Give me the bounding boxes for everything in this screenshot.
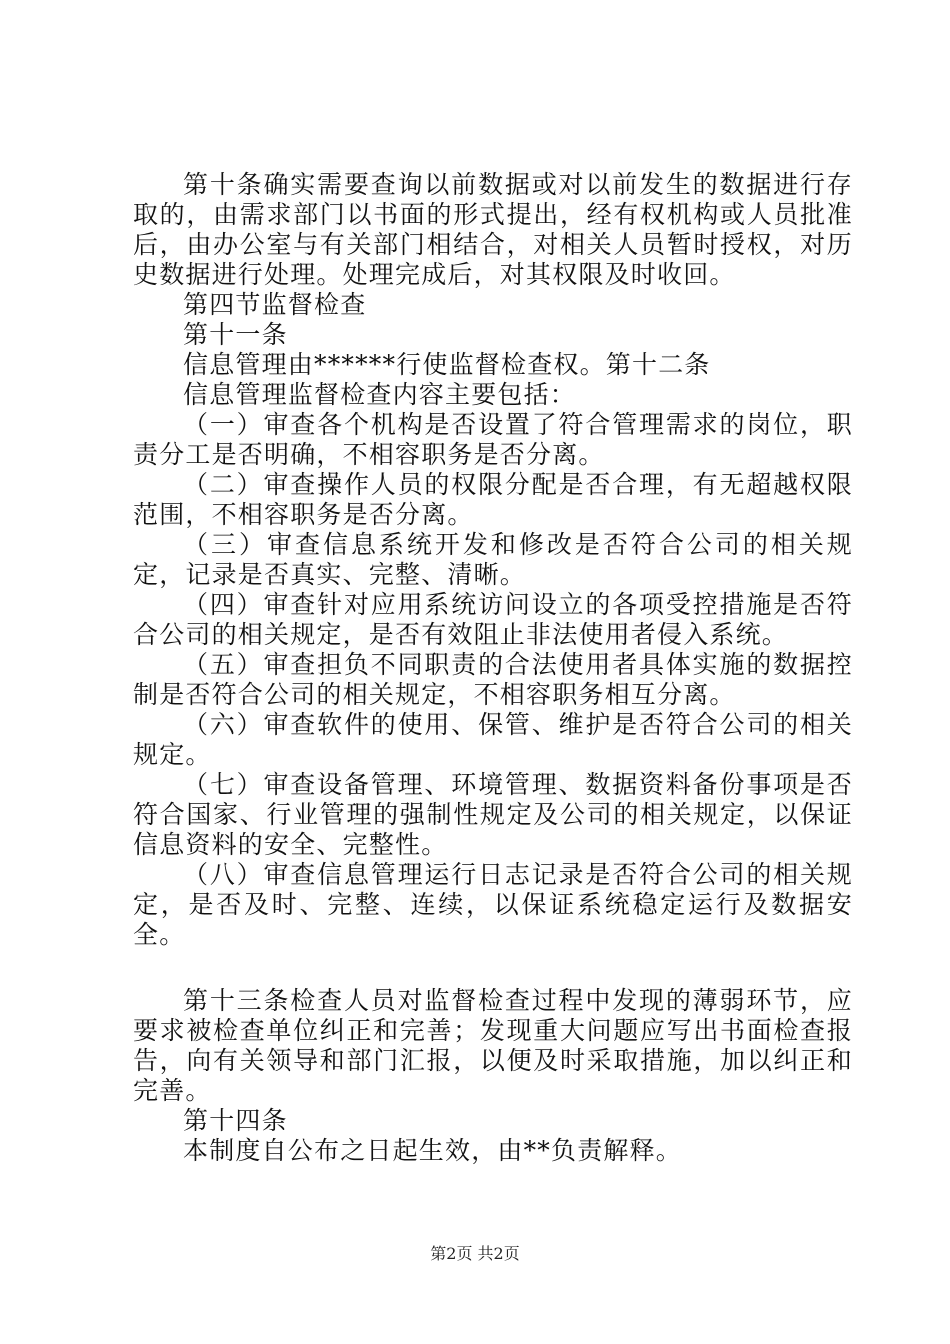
list-item-7: （七）审查设备管理、环境管理、数据资料备份事项是否符合国家、行业管理的强制性规定及公司的相关规定，以保证信息资料的安全、完整性。 [133, 770, 853, 859]
page-number-footer: 第2页 共2页 [430, 1244, 520, 1263]
list-item-6: （六）审查软件的使用、保管、维护是否符合公司的相关规定。 [133, 710, 853, 769]
article-11-heading: 第十一条 [183, 320, 288, 349]
paragraph-inspection-intro: 信息管理监督检查内容主要包括： [183, 380, 577, 409]
paragraph-article-10: 第十条确实需要查询以前数据或对以前发生的数据进行存取的，由需求部门以书面的形式提出，经有权机构或人员批准后，由办公室与有关部门相结合，对相关人员暂时授权，对历史数据进行处理。处理完成后，对其权限及时收回。 [133, 170, 853, 289]
list-item-2: （二）审查操作人员的权限分配是否合理，有无超越权限范围，不相容职务是否分离。 [133, 470, 853, 529]
paragraph-article-11: 信息管理由******行使监督检查权。第十二条 [183, 350, 711, 379]
paragraph-article-13: 第十三条检查人员对监督检查过程中发现的薄弱环节，应要求被检查单位纠正和完善；发现重大问题应写出书面检查报告，向有关领导和部门汇报，以便及时采取措施，加以纠正和完善。 [133, 986, 853, 1105]
list-item-5: （五）审查担负不同职责的合法使用者具体实施的数据控制是否符合公司的相关规定，不相容职务相互分离。 [133, 650, 853, 709]
section-heading: 第四节监督检查 [183, 290, 367, 319]
list-item-8: （八）审查信息管理运行日志记录是否符合公司的相关规定，是否及时、完整、连续，以保证系统稳定运行及数据安全。 [133, 860, 853, 949]
paragraph-gap [133, 950, 853, 986]
list-item-3: （三）审查信息系统开发和修改是否符合公司的相关规定，记录是否真实、完整、清晰。 [133, 530, 853, 589]
paragraph-article-14: 本制度自公布之日起生效，由**负责解释。 [183, 1136, 683, 1165]
article-14-heading: 第十四条 [183, 1106, 288, 1135]
document-body [133, 170, 853, 1166]
list-item-4: （四）审查针对应用系统访问设立的各项受控措施是否符合公司的相关规定，是否有效阻止非法使用者侵入系统。 [133, 590, 853, 649]
list-item-1: （一）审查各个机构是否设置了符合管理需求的岗位，职责分工是否明确，不相容职务是否分离。 [133, 410, 853, 469]
